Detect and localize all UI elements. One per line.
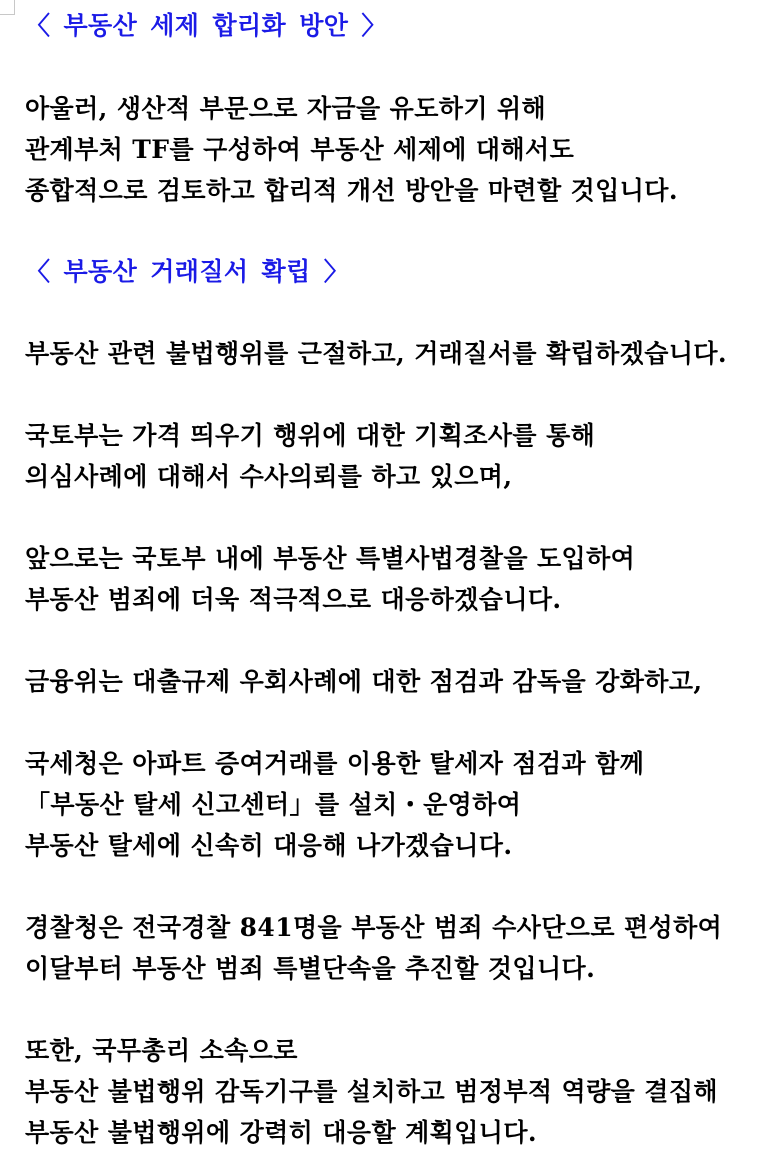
paragraph-line: 종합적으로 검토하고 합리적 개선 방안을 마련할 것입니다. [25, 176, 678, 205]
paragraph-line: 또한, 국무총리 소속으로 [25, 1036, 298, 1065]
paragraph-line: 경찰청은 전국경찰 841명을 부동산 범죄 수사단으로 편성하여 [25, 913, 723, 942]
paragraph-line: 의심사례에 대해서 수사의뢰를 하고 있으며, [25, 462, 513, 491]
section-heading-transaction-order: 〈 부동산 거래질서 확립 〉 [25, 257, 350, 286]
paragraph-line: 국세청은 아파트 증여거래를 이용한 탈세자 점검과 함께 [25, 749, 645, 778]
page-corner-mark [0, 0, 15, 15]
paragraph-line: 국토부는 가격 띄우기 행위에 대한 기획조사를 통해 [25, 421, 596, 450]
paragraph-line: 관계부처 TF를 구성하여 부동산 세제에 대해서도 [25, 135, 575, 164]
paragraph-line: 부동산 탈세에 신속히 대응해 나가겠습니다. [25, 831, 513, 860]
paragraph-line: 금융위는 대출규제 우회사례에 대한 점검과 감독을 강화하고, [25, 667, 703, 696]
paragraph-line: 부동산 불법행위에 강력히 대응할 계획입니다. [25, 1118, 537, 1147]
paragraph-line: 아울러, 생산적 부문으로 자금을 유도하기 위해 [25, 94, 547, 123]
paragraph-line: 부동산 불법행위 감독기구를 설치하고 범정부적 역량을 결집해 [25, 1077, 718, 1106]
section-heading-tax: 〈 부동산 세제 합리화 방안 〉 [25, 11, 387, 40]
paragraph-line: 「부동산 탈세 신고센터」를 설치・운영하여 [25, 790, 522, 819]
paragraph-line: 앞으로는 국토부 내에 부동산 특별사법경찰을 도입하여 [25, 544, 636, 573]
paragraph-line: 이달부터 부동산 범죄 특별단속을 추진할 것입니다. [25, 954, 596, 983]
paragraph-line: 부동산 관련 불법행위를 근절하고, 거래질서를 확립하겠습니다. [25, 339, 728, 368]
paragraph-line: 부동산 범죄에 더욱 적극적으로 대응하겠습니다. [25, 585, 562, 614]
